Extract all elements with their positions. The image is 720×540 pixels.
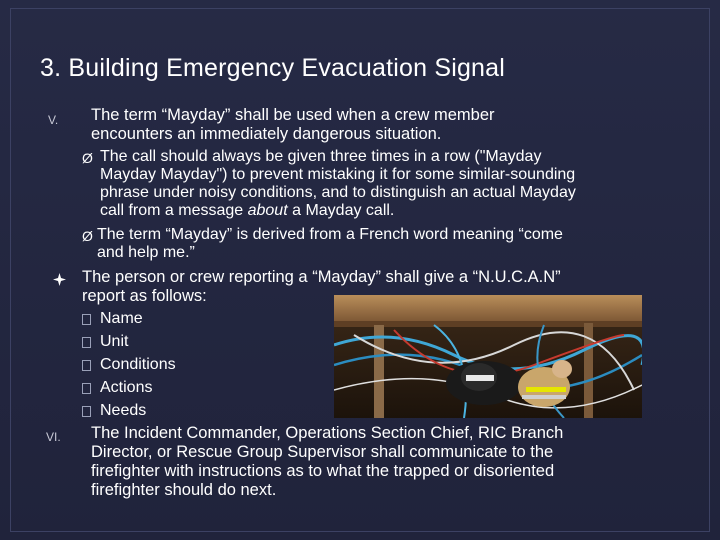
section-v-line-2: encounters an immediately dangerous situation.	[91, 125, 442, 143]
diamond-bullet-line-2: report as follows:	[82, 287, 207, 305]
section-v-line-1: The term “Mayday” shall be used when a crew member	[91, 106, 495, 124]
section-vi-line-2: Director, or Rescue Group Supervisor shall communicate to the	[91, 443, 554, 461]
sub-bullet-1-line-3: phrase under noisy conditions, and to distinguish an actual Mayday	[100, 184, 576, 201]
sub-bullet-1-line-4	[100, 202, 394, 221]
arrow-bullet-icon: Ø	[82, 150, 93, 166]
firefighter-entanglement-photo	[334, 295, 642, 418]
section-vi-line-1: The Incident Commander, Operations Section Chief, RIC Branch	[91, 424, 564, 442]
nucan-item-name: Name	[100, 310, 143, 327]
sub-bullet-1-line-1: The call should always be given three times in a row ("Mayday	[100, 148, 542, 165]
nucan-item-actions: Actions	[100, 379, 153, 396]
checkbox-bullet-icon	[82, 360, 91, 371]
checkbox-bullet-icon	[82, 383, 91, 394]
checkbox-bullet-icon	[82, 314, 91, 325]
sub-bullet-1-line-2: Mayday Mayday") to prevent mistaking it for some similar-sounding	[100, 166, 576, 183]
nucan-item-conditions: Conditions	[100, 356, 176, 373]
diamond-bullet-icon	[53, 273, 66, 290]
sub-bullet-1-line-4-end: a Mayday call.	[287, 202, 395, 219]
section-vi-line-4: firefighter should do next.	[91, 481, 277, 499]
diamond-bullet-line-1: The person or crew reporting a “Mayday” shall give a “N.U.C.A.N”	[82, 268, 561, 286]
section-vi-line-3: firefighter with instructions as to what the trapped or disoriented	[91, 462, 555, 480]
nucan-item-unit: Unit	[100, 333, 129, 350]
photo-illustration	[334, 295, 642, 418]
checkbox-bullet-icon	[82, 337, 91, 348]
section-marker-vi: VI.	[46, 430, 61, 444]
nucan-item-needs: Needs	[100, 402, 147, 419]
arrow-bullet-icon: Ø	[82, 228, 93, 244]
sub-bullet-1-italic-word: about	[247, 202, 288, 219]
section-marker-v: V.	[48, 113, 59, 127]
diamond-icon	[53, 273, 66, 286]
sub-bullet-2-line-1: The term “Mayday” is derived from a French word meaning “come	[97, 226, 563, 243]
sub-bullet-2-line-2: and help me.”	[97, 244, 195, 261]
checkbox-bullet-icon	[82, 406, 91, 417]
sub-bullet-1-line-4-start: call from a message	[100, 202, 248, 219]
slide-title: 3. Building Emergency Evacuation Signal	[40, 54, 506, 82]
